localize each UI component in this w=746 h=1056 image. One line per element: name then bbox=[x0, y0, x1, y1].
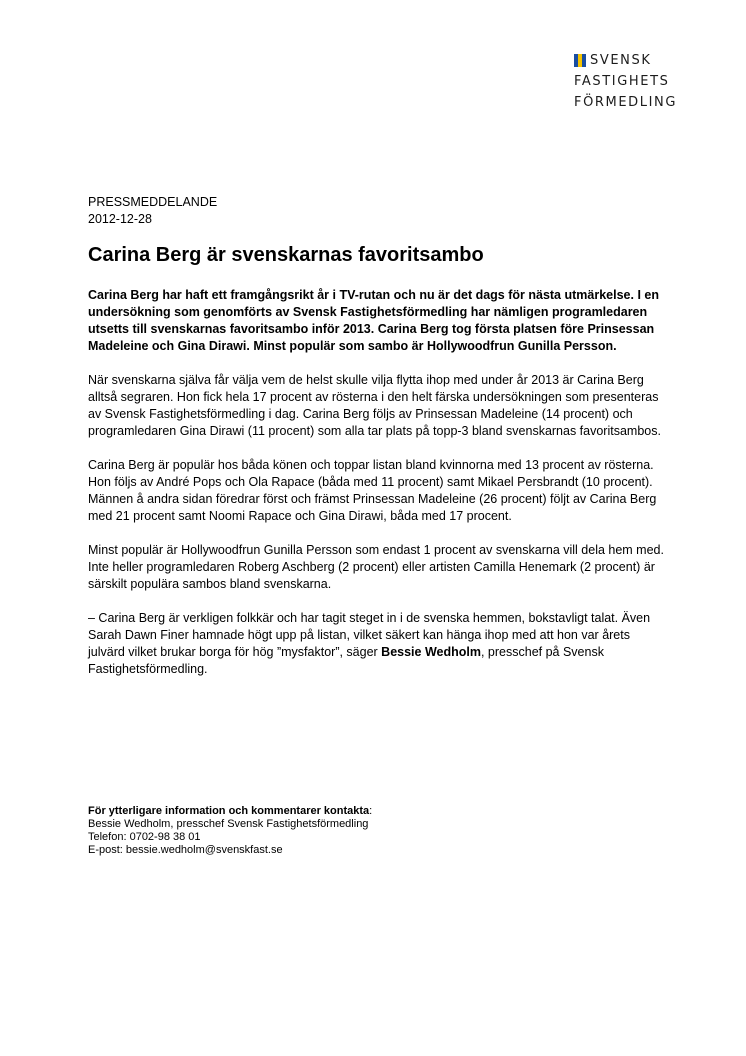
logo-line-1: SVENSK bbox=[590, 53, 652, 68]
quote-speaker: Bessie Wedholm bbox=[381, 645, 481, 659]
contact-name: Bessie Wedholm, presschef Svensk Fastighetsförmedling bbox=[88, 818, 369, 830]
logo-line-2: FASTIGHETS bbox=[574, 74, 670, 89]
page-title: Carina Berg är svenskarnas favoritsambo bbox=[88, 244, 484, 266]
body-paragraph-1: När svenskarna själva får välja vem de helst skulle vilja flytta ihop med under år 2013 är Carina Berg alltså segraren. Hon fick hela 17 procent av rösterna i den helt färska undersökningen som presenteras av Svensk Fastighetsförmedling i dag. Carina Berg följs av Prinsessan Madeleine (14 procent) och programledaren Gina Dirawi (11 procent) som alla tar plats på topp-3 bland svenskarnas favoritsambos. bbox=[88, 373, 661, 438]
quote-suffix: , presschef på Svensk Fastighetsförmedling. bbox=[88, 645, 604, 676]
contact-block bbox=[88, 805, 648, 857]
logo-line-3: FÖRMEDLING bbox=[574, 95, 678, 110]
contact-phone: Telefon: 0702-98 38 01 bbox=[88, 831, 201, 843]
contact-email: E-post: bessie.wedholm@svenskfast.se bbox=[88, 844, 283, 856]
swedish-flag-icon bbox=[574, 54, 586, 67]
doc-date: 2012-12-28 bbox=[88, 212, 152, 226]
contact-colon: : bbox=[369, 805, 373, 817]
contact-heading: För ytterligare information och kommentarer kontakta bbox=[88, 805, 370, 817]
lead-paragraph: Carina Berg har haft ett framgångsrikt år i TV-rutan och nu är det dags för nästa utmärkelse. I en undersökning som genomförts av Svensk Fastighetsförmedling har nämligen programledaren utsetts till svenskarnas favoritsambo inför 2013. Carina Berg tog första platsen före Prinsessan Madeleine och Gina Dirawi. Minst populär som sambo är Hollywoodfrun Gunilla Persson. bbox=[88, 288, 659, 353]
company-logo bbox=[574, 50, 694, 113]
press-release bbox=[88, 194, 668, 695]
quote-text: – Carina Berg är verkligen folkkär och har tagit steget in i de svenska hemmen, bokstavligt talat. Även Sarah Dawn Finer hamnade högt upp på listan, vilket säkert kan hänga ihop med att hon var årets julvärd vilket brukar borga för hög ”mysfaktor”, säger bbox=[88, 611, 651, 659]
doc-label: PRESSMEDDELANDE bbox=[88, 195, 218, 209]
body-paragraph-3: Minst populär är Hollywoodfrun Gunilla Persson som endast 1 procent av svenskarna vill dela hem med. Inte heller programledaren Roberg Aschberg (2 procent) eller artisten Camilla Henemark (2 procent) är särskilt populära sambos bland svenskarna. bbox=[88, 543, 664, 591]
body-paragraph-2: Carina Berg är populär hos båda könen och toppar listan bland kvinnorna med 13 procent av rösterna. Hon följs av André Pops och Ola Rapace (båda med 11 procent) samt Mikael Persbrandt (10 procent). Männen å andra sidan föredrar först och främst Prinsessan Madeleine (26 procent) följt av Carina Berg med 21 procent samt Noomi Rapace och Gina Dirawi, båda med 17 procent. bbox=[88, 458, 657, 523]
quote-paragraph bbox=[88, 610, 668, 678]
contact-heading-line bbox=[88, 805, 648, 818]
